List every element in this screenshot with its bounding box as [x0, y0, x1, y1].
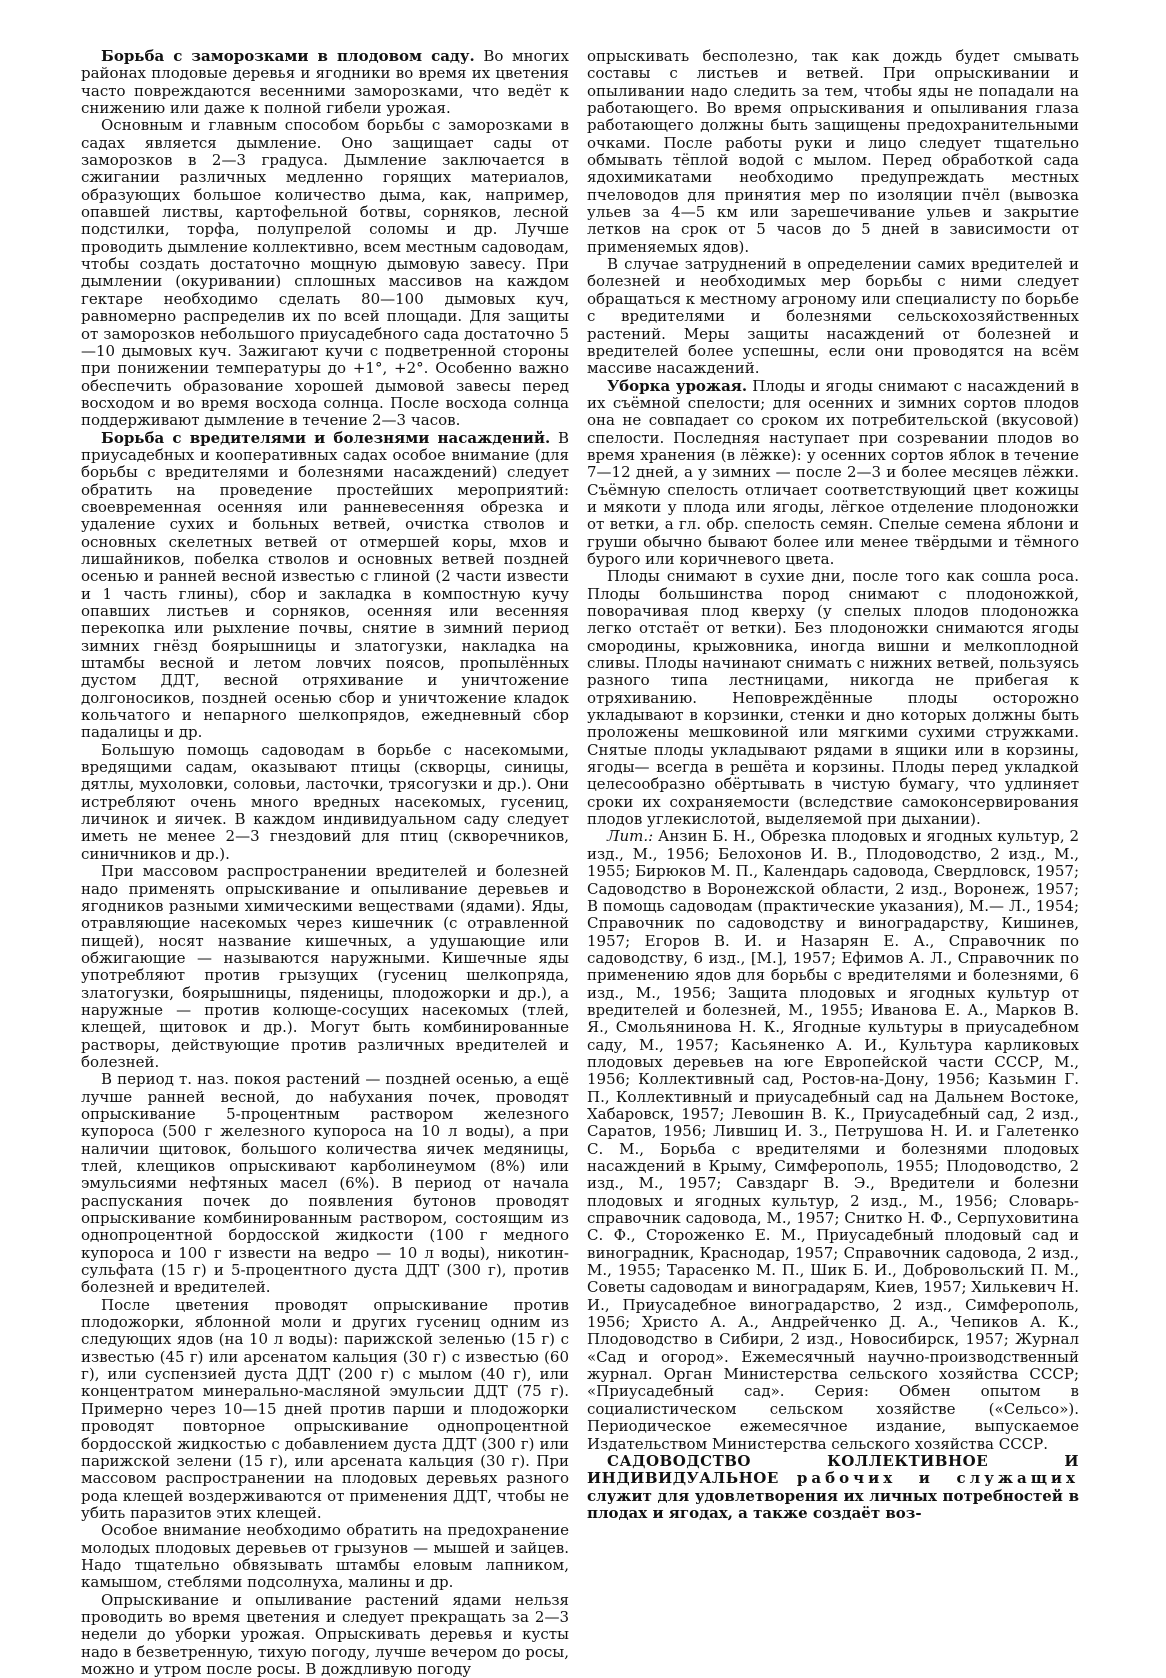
right-column	[587, 48, 1079, 1573]
next-article	[587, 1453, 1079, 1522]
paragraph-text: Во многих районах плодовые деревья и ягодники во время их цветения часто повреждаются весенними заморозками, что ведёт к снижению или даже к полной гибели урожая.	[81, 47, 569, 118]
paragraph-pests	[81, 430, 569, 742]
literature-label: Лит.:	[607, 827, 654, 846]
section-heading-pests: Борьба с вредителями и болезнями насаждений.	[101, 428, 551, 447]
paragraph-timing: Опрыскивание и опыливание растений ядами нельзя проводить во время цветения и следует прекращать за 2—3 недели до уборки урожая. Опрыскивать деревья и кусты надо в безветренную, тихую погоду, лучше вечером до росы, можно и утром после росы. В дождливую погоду	[81, 1590, 569, 1678]
section-heading-harvest: Уборка урожая.	[607, 376, 748, 395]
left-column	[81, 47, 569, 1678]
paragraph-dormant: В период т. наз. покоя растений — поздней осенью, а ещё лучше ранней весной, до набухания почек, проводят опрыскивание 5-процентным раствором железного купороса (500 г железного купороса на 10 л воды), а при наличии щитовок, большого количества яичек медяницы, тлей, клещиков опрыскивают карболинеумом (8%) или эмульсиями нефтяных масел (6%). В период от начала распускания почек до появления бутонов проводят опрыскивание комбинированным раствором, состоящим из однопроцентной бордосской жидкости (100 г медного купороса и 100 г извести на ведро — 10 л воды), никотин-сульфата (15 г) и 5-процентного дуста ДДТ (300 г), против болезней и вредителей.	[81, 1070, 569, 1297]
section-heading-frost: Борьба с заморозками в плодовом саду.	[101, 47, 475, 65]
paragraph-smoking: Основным и главным способом борьбы с заморозками в садах является дымление. Оно защищает сады от заморозков в 2—3 градуса. Дымление заключается в сжигании различных медленно горящих материалов, образующих большое количество дыма, как, например, опавшей листвы, картофельной ботвы, сорняков, лесной подстилки, торфа, полупрелой соломы и др. Лучше проводить дымление коллективно, всем местным садоводам, чтобы создать достаточно мощную дымовую завесу. При дымлении (окуривании) сплошных массивов на каждом гектаре необходимо сделать 80—100 дымовых куч, равномерно распределив их по всей площади. Для защиты от заморозков небольшого приусадебного сада достаточно 5—10 дымовых куч. Зажигают кучи с подветренной стороны при понижении температуры до +1°, +2°. Особенно важно обеспечить образование хорошей дымовой завесы перед восходом и во время восхода солнца. После восхода солнца поддерживают дымление в течение 2—3 часов.	[81, 116, 569, 430]
paragraph-frost	[81, 48, 569, 117]
paragraph-timing-continued: опрыскивать бесполезно, так как дождь будет смывать составы с листьев и ветвей. При опрыскивании и опыливании надо следить за тем, чтобы яды не попадали на работающего. Во время опрыскивания и опыливания глаза работающего должны быть защищены предохранительными очками. После работы руки и лицо следует тщательно обмывать тёплой водой с мылом. Перед обработкой сада ядохимикатами необходимо предупреждать местных пчеловодов для принятия мер по изоляции пчёл (вывозка ульев за 4—5 км или зарешечивание ульев и закрытие летков на срок от 5 часов до 5 дней в зависимости от применяемых ядов).	[587, 47, 1079, 256]
paragraph-difficulty: В случае затруднений в определении самих вредителей и болезней и необходимых мер борьбы с ними следует обращаться к местному агроному или специалисту по борьбе с вредителями и болезнями сельскохозяйственных растений. Меры защиты насаждений от болезней и вредителей более успешны, если они проводятся на всём массиве насаждений.	[587, 255, 1079, 378]
article-spaced-text: рабочих и служащих	[796, 1469, 1079, 1488]
paragraph-text: Плоды и ягоды снимают с насаждений в их съёмной спелости; для осенних и зимних сортов плодов она не совпадает со сроком их потребительской (вкусовой) спелости. Последняя наступает при созревании плодов во время хранения (в лёжке): у осенних сортов яблок в течение 7—12 дней, а у зимних — после 2—3 и более месяцев лёжки. Съёмную спелость отличает соответствующий цвет кожицы и мякоти у плода или ягоды, лёгкое отделение плодоножки от ветки, а гл. обр. спелость семян. Спелые семена яблони и груши обычно бывают более или менее твёрдыми и тёмного бурого или коричневого цвета.	[587, 376, 1079, 568]
literature-text: Анзин Б. Н., Обрезка плодовых и ягодных культур, 2 изд., М., 1956; Белохонов И. В., Плодоводство, 2 изд., М., 1955; Бирюков М. П., Календарь садовода, Свердловск, 1957; Садоводство в Воронежской области, 2 изд., Воронеж, 1957; В помощь садоводам (практические указания), М.— Л., 1954; Справочник по садоводству и виноградарству, Кишинев, 1957; Егоров В. И. и Назарян Е. А., Справочник по садоводству, 6 изд., [М.], 1957; Ефимов А. Л., Справочник по применению ядов для борьбы с вредителями и болезнями, 6 изд., М., 1956; Защита плодовых и ягодных культур от вредителей и болезней, М., 1955; Иванова Е. А., Марков В. Я., Смольянинова Н. К., Ягодные культуры в приусадебном саду, М., 1957; Касьяненко А. И., Культура карликовых плодовых деревьев на юге Европейской части СССР, М., 1956; Коллективный сад, Ростов-на-Дону, 1956; Казьмин Г. П., Коллективный и приусадебный сад на Дальнем Востоке, Хабаровск, 1957; Левошин В. К., Приусадебный сад, 2 изд., Саратов, 1956; Лившиц И. З., Петрушова Н. И. и Галетенко С. М., Борьба с вредителями и болезнями плодовых насаждений в Крыму, Симферополь, 1955; Плодоводство, 2 изд., М., 1957; Савздарг В. Э., Вредители и болезни плодовых и ягодных культур, 2 изд., М., 1956; Словарь-справочник садовода, М., 1957; Снитко Н. Ф., Серпуховитина С. Ф., Стороженко Е. М., Приусадебный плодовый сад и виноградник, Краснодар, 1957; Справочник садовода, 2 изд., М., 1955; Тарасенко М. П., Шик Б. И., Добровольский П. М., Советы садоводам и виноградарям, Киев, 1957; Хилькевич Н. И., Приусадебное виноградарство, 2 изд., Симферополь, 1956; Христо А. А., Андрейченко Д. А., Чепиков А. К., Плодоводство в Сибири, 2 изд., Новосибирск, 1957; Журнал «Сад и огород». Ежемесячный научно-производственный журнал. Орган Министерства сельского хозяйства СССР; «Приусадебный сад». Серия: Обмен опытом в социалистическом сельском хозяйстве («Сельсо»). Периодическое ежемесячное издание, выпускаемое Издательством Министерства сельского хозяйства СССР.	[587, 827, 1079, 1453]
article-text: служит для удовлетворения их личных потребностей в плодах и ягодах, а также создаёт воз-	[587, 1486, 1079, 1522]
paragraph-after-bloom: После цветения проводят опрыскивание против плодожорки, яблонной моли и других гусениц одним из следующих ядов (на 10 л воды): парижской зеленью (15 г) с известью (45 г) или арсенатом кальция (30 г) с известью (60 г), или суспензией дуста ДДТ (200 г) с мылом (40 г), или концентратом минерально-масляной эмульсии ДДТ (75 г). Примерно через 10—15 дней против парши и плодожорки проводят повторное опрыскивание однопроцентной бордосской жидкостью с добавлением дуста ДДТ (300 г) или парижской зелени (15 г), или арсената кальция (30 г). При массовом распространении на плодовых деревьях разного рода клещей воздерживаются от применения ДДТ, чтобы не убить паразитов этих клещей.	[81, 1295, 569, 1522]
paragraph-text: В приусадебных и кооперативных садах особое внимание (для борьбы с вредителями и болезнями насаждений) следует обратить на проведение простейших мероприятий: своевременная осенняя или ранневесенняя обрезка и удаление сухих и больных ветвей, очистка стволов и основных скелетных ветвей от отмершей коры, мхов и лишайников, побелка стволов и основных ветвей поздней осенью и ранней весной известью с глиной (2 части извести и 1 часть глины), сбор и закладка в компостную кучу опавших листьев и сорняков, осенняя или весенняя перекопка или рыхление почвы, снятие в зимний период зимних гнёзд боярышницы и златогузки, накладка на штамбы весной и летом ловчих поясов, пропылённых дустом ДДТ, весной отряхивание и уничтожение долгоносиков, поздней осенью сбор и уничтожение кладок кольчатого и непарного шелкопрядов, ежедневный сбор падалицы и др.	[81, 428, 569, 742]
paragraph-spraying: При массовом распространении вредителей и болезней надо применять опрыскивание и опыливание деревьев и ягодников разными химическими веществами (ядами). Яды, отравляющие насекомых через кишечник (с отравленной пищей), носят название кишечных, а удушающие или обжигающие — называются наружными. Кишечные яды употребляют против грызущих (гусениц шелкопряда, златогузки, боярышницы, пяденицы, плодожорки и др.), а наружные — против колюще-сосущих насекомых (тлей, клещей, щитовок и др.). Могут быть комбинированные растворы, действующие против различных вредителей и болезней.	[81, 862, 569, 1071]
paragraph-birds: Большую помощь садоводам в борьбе с насекомыми, вредящими садам, оказывают птицы (скворцы, синицы, дятлы, мухоловки, соловьи, ласточки, трясогузки и др.). Они истребляют очень много вредных насекомых, гусениц, личинок и яичек. В каждом индивидуальном саду следует иметь не менее 2—3 гнездовий для птиц (скворечников, синичников и др.).	[81, 740, 569, 863]
literature-list	[587, 828, 1079, 1452]
article-headword: САДОВОДСТВО КОЛЛЕКТИВНОЕ И ИНДИВИДУАЛЬНОЕ	[587, 1451, 1079, 1488]
paragraph-picking: Плоды снимают в сухие дни, после того как сошла роса. Плоды большинства пород снимают с плодоножкой, поворачивая плод кверху (у спелых плодов плодоножка легко отстаёт от ветки). Без плодоножки снимаются ягоды смородины, крыжовника, иногда вишни и мелкоплодной сливы. Плоды начинают снимать с нижних ветвей, пользуясь разного типа лестницами, никогда не прибегая к отряхиванию. Неповреждённые плоды осторожно укладывают в корзинки, стенки и дно которых должны быть проложены мешковиной или мягкими сухими стружками. Снятые плоды укладывают рядами в ящики или в корзины, ягоды— всегда в решёта и корзины. Плоды перед укладкой целесообразно обёртывать в чистую бумагу, что удлиняет сроки их сохраняемости (вследствие самоконсервирования плодов углекислотой, выделяемой при дыхании).	[587, 567, 1080, 829]
paragraph-rodents: Особое внимание необходимо обратить на предохранение молодых плодовых деревьев от грызунов — мышей и зайцев. Надо тщательно обвязывать штамбы еловым лапником, камышом, стеблями подсолнуха, малины и др.	[81, 1521, 569, 1592]
paragraph-harvest	[587, 378, 1079, 569]
